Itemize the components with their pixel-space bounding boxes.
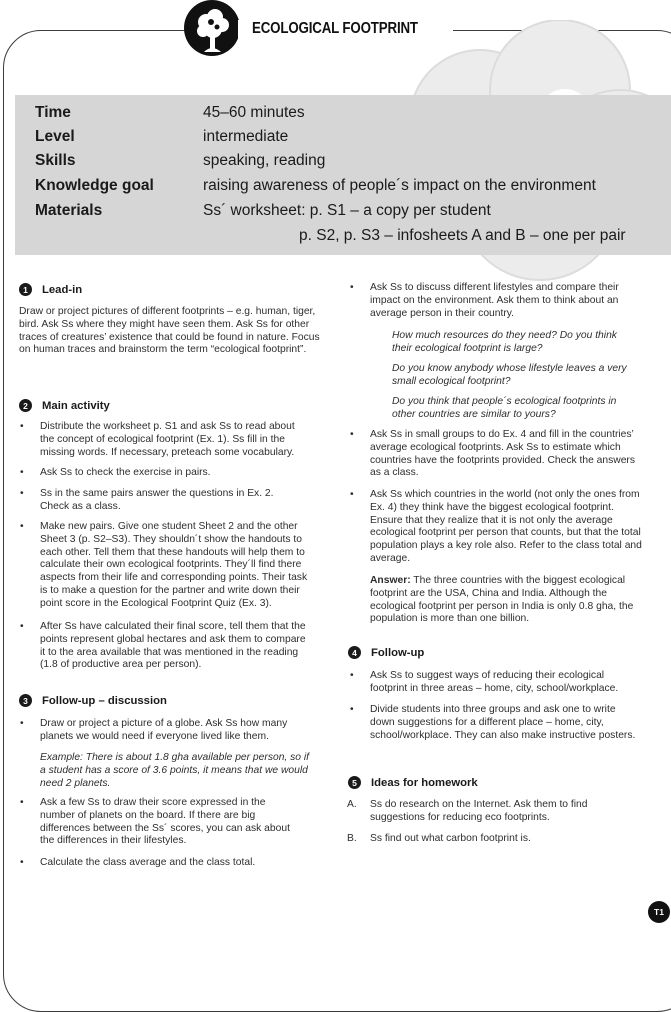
section-header-main-activity xyxy=(19,399,110,412)
bullet-icon: • xyxy=(20,621,24,632)
list-item-text: Make new pairs. Give one student Sheet 2 and the other Sheet 3 (p. S2–S3). They shouldn´t show the handouts to each other. Tell them that these handouts will help them to calculate their own ecological footprints. They´ll find there aspects from their life and corresponding points. Their task is to make a question for the partner and write down their point score in the Ecological Footprint Quiz (Ex. 3). xyxy=(40,521,308,609)
info-value: p. S2, p. S3 – infosheets A and B – one per pair xyxy=(299,227,626,244)
bullet-icon: • xyxy=(20,467,24,478)
paragraph: Draw or project pictures of different footprints – e.g. human, tiger, bird. Ask Ss where they might have seen them. Ask Ss for other traces of creatures’ existence that could be found in nature. Focus on human traces and brainstorm the term “ecological footprint”. xyxy=(19,306,320,356)
list-item xyxy=(350,489,646,566)
info-value: intermediate xyxy=(203,128,289,145)
question-text: Do you think that people´s ecological footprints in other countries are similar to yours? xyxy=(392,396,617,420)
list-item xyxy=(347,799,632,825)
info-label: Materials xyxy=(35,202,103,219)
page-title-wrap xyxy=(238,20,453,38)
bullet-icon: • xyxy=(350,429,354,440)
section-title: Main activity xyxy=(42,399,110,412)
info-label: Knowledge goal xyxy=(35,177,154,194)
bullet-icon: • xyxy=(20,421,24,432)
info-value: 45–60 minutes xyxy=(203,104,305,121)
list-item-text: Divide students into three groups and ask one to write down suggestions for a different place – home, city, school/workplace. They can also make instructive posters. xyxy=(370,704,636,741)
page-badge: T1 xyxy=(648,901,670,923)
info-label: Time xyxy=(35,104,71,121)
list-item xyxy=(20,467,302,480)
list-item xyxy=(350,704,640,742)
answer-label: Answer: xyxy=(370,575,411,586)
question-text: Do you know anybody whose lifestyle leaves a very small ecological footprint? xyxy=(392,363,627,387)
list-item xyxy=(20,621,308,672)
section-title: Ideas for homework xyxy=(371,776,478,789)
section-header-ideas-for-homework xyxy=(348,776,478,789)
list-item-text: Ask Ss which countries in the world (not only the ones from Ex. 4) they think have the biggest ecological footprint. Ensure that they realize that it is not only the average ecological footprint per person that counts, but that the total population plays a key role also. Refer to the class total and average. xyxy=(370,489,642,564)
tree-logo-icon xyxy=(184,0,240,56)
list-item-text: Ask Ss to suggest ways of reducing their ecological footprint in three areas – home, city, school/workplace. xyxy=(370,670,619,694)
page-title: ECOLOGICAL FOOTPRINT xyxy=(252,20,418,37)
list-item-text: Ss in the same pairs answer the questions in Ex. 2. Check as a class. xyxy=(40,488,274,512)
section-number: 3 xyxy=(19,694,32,707)
list-marker: A. xyxy=(347,799,357,810)
list-marker: B. xyxy=(347,833,357,844)
info-panel xyxy=(15,95,671,255)
list-item-text: Ask Ss in small groups to do Ex. 4 and fill in the countries’ average ecological footprints. Ask Ss to estimate which countries have the footprints provided. Check the answers as a class. xyxy=(370,429,636,479)
answer-text: The three countries with the biggest ecological footprint are the USA, China and India. Although the ecological footprint per person in India is only 0.8 gha, the population is more than one billion. xyxy=(370,575,634,625)
list-item-text: Draw or project a picture of a globe. Ask Ss how many planets we would need if everyone lived like them. xyxy=(40,718,288,742)
answer-paragraph xyxy=(370,575,646,626)
bullet-icon: • xyxy=(20,521,24,532)
list-item-text: Ask a few Ss to draw their score expressed in the number of planets on the board. If there are big differences between the Ss´ scores, you can ask about the differences in their lifestyles. xyxy=(40,797,290,847)
section-title: Follow-up xyxy=(371,646,425,659)
section-number: 4 xyxy=(348,646,361,659)
bullet-icon: • xyxy=(350,489,354,500)
info-value: speaking, reading xyxy=(203,152,326,169)
list-item xyxy=(350,429,638,480)
info-label: Level xyxy=(35,128,75,145)
info-label: Skills xyxy=(35,152,76,169)
lead-in-text xyxy=(19,306,321,357)
section-header-follow-up xyxy=(348,646,424,659)
list-item-text: Calculate the class average and the class total. xyxy=(40,857,256,868)
list-item-text: Ss find out what carbon footprint is. xyxy=(370,833,531,844)
list-item-text: Ask Ss to check the exercise in pairs. xyxy=(40,467,211,478)
list-item-text: Ask Ss to discuss different lifestyles and compare their impact on the environment. Ask them to think about an average person in their country. xyxy=(370,282,619,319)
bullet-icon: • xyxy=(20,488,24,499)
section-header-lead-in xyxy=(19,283,82,296)
list-item xyxy=(20,857,302,870)
list-item xyxy=(20,797,302,848)
example-text: Example: There is about 1.8 gha available per person, so if a student has a score of 3.6 points, it means that we would need 2 planets. xyxy=(40,752,310,789)
list-item-text: After Ss have calculated their final score, tell them that the points represent global hectares and ask them to compare it to the area available that was mentioned in the reading (1.8 of productive area per person). xyxy=(40,621,306,671)
list-item-text: Ss do research on the Internet. Ask them to find suggestions for reducing eco footprints. xyxy=(370,799,588,823)
bullet-icon: • xyxy=(20,718,24,729)
bullet-icon: • xyxy=(350,282,354,293)
list-item xyxy=(20,421,302,459)
section-number: 1 xyxy=(19,283,32,296)
section-number: 2 xyxy=(19,399,32,412)
section-number: 5 xyxy=(348,776,361,789)
bullet-icon: • xyxy=(20,857,24,868)
section-title: Lead-in xyxy=(42,283,83,296)
section-header-follow-up-discussion xyxy=(19,694,167,707)
list-item xyxy=(20,521,310,611)
info-value: Ss´ worksheet: p. S1 – a copy per student xyxy=(203,202,491,219)
bullet-icon: • xyxy=(350,704,354,715)
info-value: raising awareness of people´s impact on the environment xyxy=(203,177,596,194)
list-item xyxy=(20,718,310,744)
section-title: Follow-up – discussion xyxy=(42,694,167,707)
list-item xyxy=(350,670,640,696)
list-item xyxy=(20,488,302,514)
bullet-icon: • xyxy=(20,797,24,808)
list-item xyxy=(350,282,638,320)
list-item-text: Distribute the worksheet p. S1 and ask Ss to read about the concept of ecological footprint (Ex. 1). Ss fill in the missing words. If necessary, preteach some vocabulary. xyxy=(40,421,295,458)
bullet-icon: • xyxy=(350,670,354,681)
question-text: How much resources do they need? Do you think their ecological footprint is large? xyxy=(392,330,617,354)
list-item xyxy=(347,833,632,846)
